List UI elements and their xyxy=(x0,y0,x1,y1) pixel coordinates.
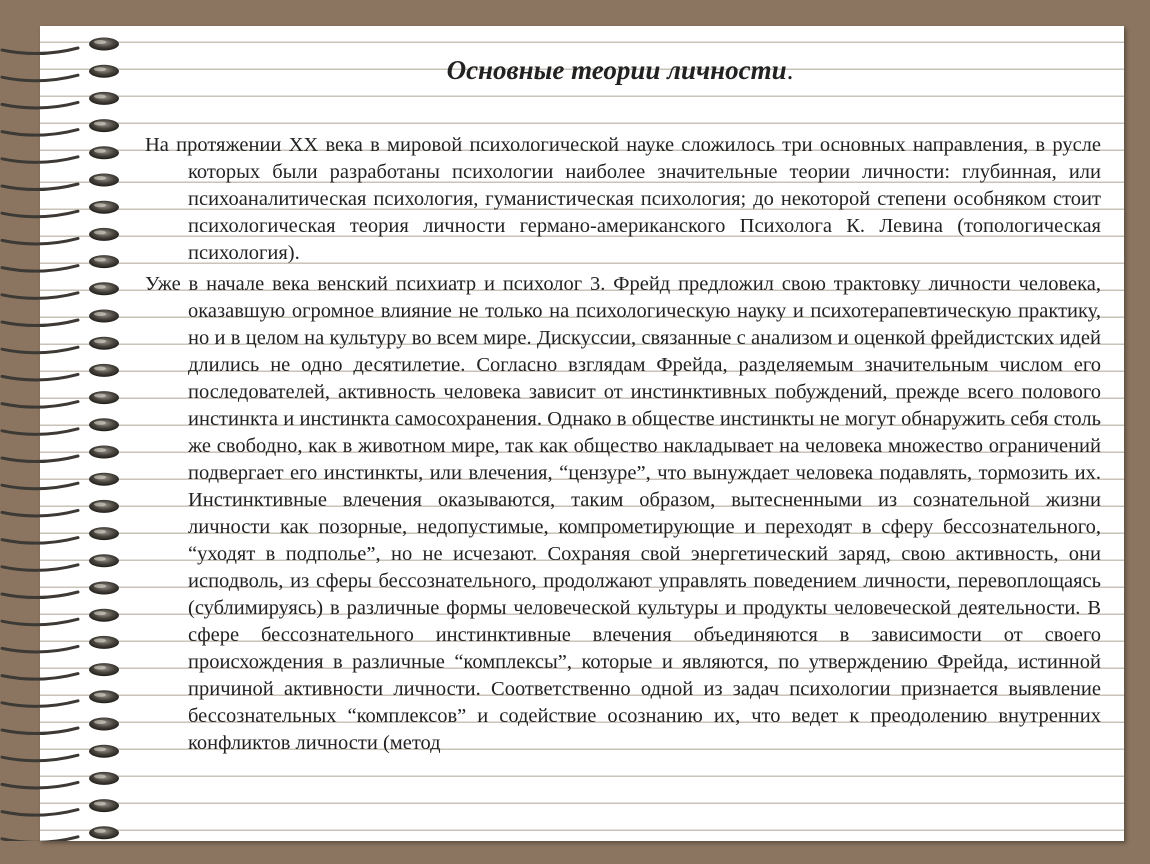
paragraph-intro: На протяжении XX века в мировой психологической науке сложилось три основных направления, в русле которых были разработаны психологии наиболее значительные теории личности: глубинная, или психоаналитическая психология, гуманистическая психология; до некоторой степени особняком стоит психологическая теория личности германо-американского Психолога К. Левина (топологическая психология). xyxy=(145,134,1101,264)
body-text xyxy=(145,132,1101,761)
page-title xyxy=(0,55,1150,86)
paragraph-freud: Уже в начале века венский психиатр и психолог 3. Фрейд предложил свою трактовку личности человека, оказавшую огромное влияние не только на психологическую науку и психотерапевтическую практику, но и в целом на культуру во всем мире. Дискуссии, связанные с анализом и оценкой фрейдистских идей длились не одно десятилетие. Согласно взглядам Фрейда, разделяемым значительным числом его последователей, активность человека зависит от инстинктивных побуждений, прежде всего полового инстинкта и инстинкта самосохранения. Однако в обществе инстинкты не могут обнаружить себя столь же свободно, как в животном мире, так как общество накладывает на человека множество ограничений подвергает его инстинкты, или влечения, “цензуре”, что вынуждает человека подавлять, тормозить их. Инстинктивные влечения оказываются, таким образом, вытесненными из сознательной жизни личности как позорные, недопустимые, компрометирующие и переходят в сферу бессознательного, “уходят в подполье”, но не исчезают. Сохраняя свой энергетический заряд, свою активность, они исподволь, из сферы бессознательного, продолжают управлять поведением личности, перевоплощаясь (сублимируясь) в различные формы человеческой культуры и продукты человеческой деятельности. В сфере бессознательного инстинктивные влечения объединяются в зависимости от своего происхождения в различные “комплексы”, которые и являются, по утверждению Фрейда, истинной причиной активности личности. Соответственно одной из задач психологии признается выявление бессознательных “комплексов” и содействие осознанию их, что ведет к преодолению внутренних конфликтов личности (метод xyxy=(145,273,1101,754)
title-text: Основные теории личности xyxy=(446,55,787,85)
title-punctuation: . xyxy=(786,55,794,85)
